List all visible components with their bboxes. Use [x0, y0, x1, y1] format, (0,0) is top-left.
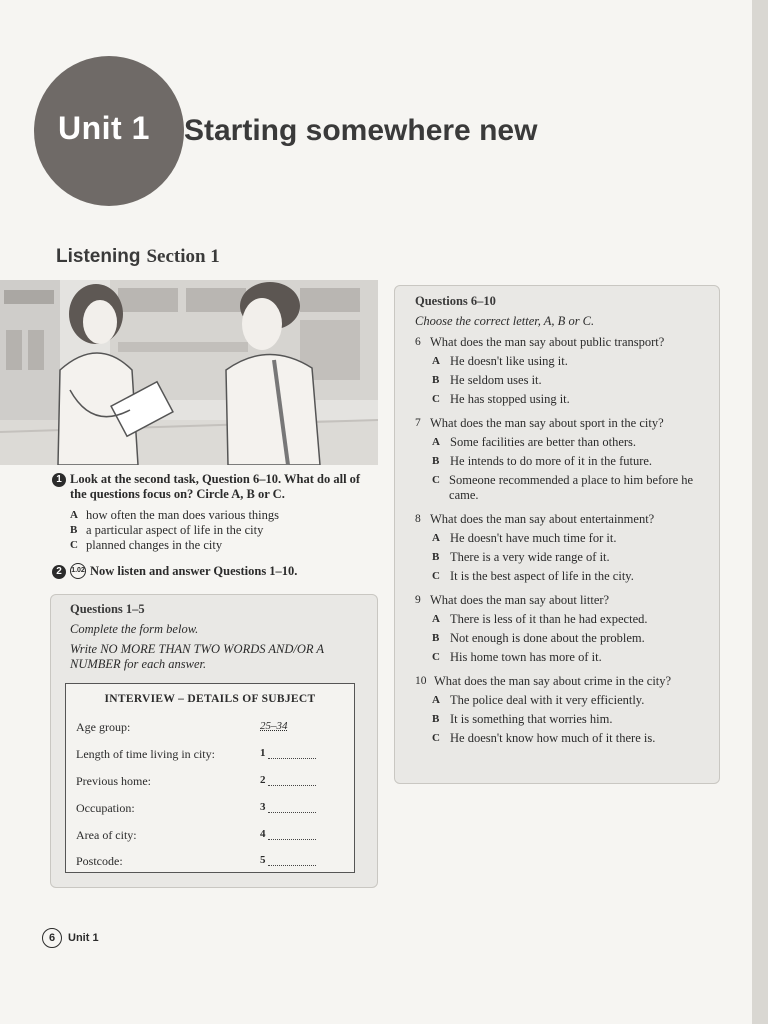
question-number: 6 [415, 336, 421, 348]
option-letter: B [432, 632, 440, 644]
option-letter: C [432, 651, 440, 663]
step-1 [52, 472, 374, 502]
option-text: Some facilities are better than others. [450, 435, 637, 449]
option-text: There is less of it than he had expected. [450, 612, 648, 626]
questions-1-5-title: Questions 1–5 [70, 602, 145, 616]
option-letter: B [432, 374, 440, 386]
option-letter: A [432, 694, 440, 706]
option-text: Not enough is done about the problem. [450, 631, 645, 645]
option-text: He doesn't know how much of it there is. [450, 731, 656, 745]
illustration-people-talking [0, 280, 378, 465]
question-text: What does the man say about entertainment? [430, 512, 655, 526]
option-text: Someone recommended a place to him before he came. [449, 473, 694, 502]
form-row-occupation [76, 801, 346, 816]
word-limit-emph: NO MORE THAN TWO WORDS AND/OR A NUMBER [70, 642, 324, 671]
option-letter: C [432, 732, 440, 744]
step-2-text: Now listen and answer Questions 1–10. [90, 563, 298, 578]
option-text: It is something that worries him. [450, 712, 613, 726]
answer-option[interactable] [432, 631, 711, 646]
answer-option[interactable] [432, 435, 711, 450]
option-text: He doesn't have much time for it. [450, 531, 617, 545]
option-letter: A [70, 509, 78, 521]
answer-option[interactable] [432, 650, 711, 665]
exercise-instructions [52, 472, 374, 579]
form-row-postcode [76, 854, 346, 869]
option-text: He has stopped using it. [450, 392, 570, 406]
page-footer [42, 928, 99, 948]
form-label: Area of city: [76, 828, 137, 842]
answer-option[interactable] [432, 454, 711, 469]
answer-blank[interactable] [268, 747, 316, 759]
step-2-number-badge: 2 [52, 565, 66, 579]
form-title: INTERVIEW – DETAILS OF SUBJECT [104, 693, 316, 705]
question-number: 9 [415, 594, 421, 606]
unit-label: Unit 1 [58, 110, 150, 146]
question-6 [415, 335, 711, 407]
illustration-svg [0, 280, 378, 465]
answer-option[interactable] [432, 354, 711, 369]
question-number: 7 [415, 417, 421, 429]
answer-option[interactable] [432, 612, 711, 627]
question-number: 10 [415, 675, 427, 687]
answer-option[interactable] [432, 473, 711, 503]
questions-1-5-box [50, 594, 378, 888]
question-9 [415, 593, 711, 665]
form-label: Age group: [76, 720, 131, 734]
answer-option[interactable] [432, 712, 711, 727]
question-text: What does the man say about crime in the city? [434, 674, 672, 688]
questions-6-10-instruction: Choose the correct letter, A, B or C. [415, 314, 595, 328]
questions-6-10-title: Questions 6–10 [415, 294, 496, 308]
option-a [70, 508, 374, 523]
form-question-number: 3 [260, 801, 266, 813]
question-8 [415, 512, 711, 584]
question-text: What does the man say about public transport? [430, 335, 665, 349]
answer-option[interactable] [432, 392, 711, 407]
answer-option[interactable] [432, 531, 711, 546]
section-heading [56, 246, 220, 268]
option-letter: B [432, 551, 440, 563]
word-limit-pre: Write [70, 642, 101, 656]
option-text: a particular aspect of life in the city [86, 523, 264, 537]
step-1-number-badge: 1 [52, 473, 66, 487]
option-letter: B [70, 524, 78, 536]
questions-1-5-instruction: Complete the form below. [70, 622, 199, 636]
questions-6-10-box [394, 285, 720, 784]
question-text: What does the man say about litter? [430, 593, 610, 607]
answer-option[interactable] [432, 550, 711, 565]
footer-unit-label: Unit 1 [68, 932, 99, 944]
answer-blank[interactable] [268, 801, 316, 813]
option-text: The police deal with it very efficiently. [450, 693, 645, 707]
form-label: Occupation: [76, 801, 135, 815]
form-label: Postcode: [76, 854, 123, 868]
option-letter: B [432, 713, 440, 725]
question-text: What does the man say about sport in the city? [430, 416, 664, 430]
answer-option[interactable] [432, 693, 711, 708]
option-text: He doesn't like using it. [450, 354, 568, 368]
question-7 [415, 416, 711, 503]
page-number: 6 [42, 928, 62, 948]
form-row-length-of-time [76, 747, 346, 762]
form-example-answer: 25–34 [260, 720, 288, 732]
form-label: Previous home: [76, 774, 151, 788]
option-letter: C [432, 474, 440, 486]
option-letter: C [432, 393, 440, 405]
answer-option[interactable] [432, 731, 711, 746]
answer-blank[interactable] [268, 774, 316, 786]
option-text: He intends to do more of it in the future. [450, 454, 653, 468]
option-text: It is the best aspect of life in the city. [450, 569, 634, 583]
option-letter: A [432, 532, 440, 544]
questions-1-5-word-limit [70, 642, 362, 672]
option-text: There is a very wide range of it. [450, 550, 610, 564]
form-question-number: 1 [260, 747, 266, 759]
option-text: how often the man does various things [86, 508, 280, 522]
word-limit-post: for each answer. [120, 657, 207, 671]
form-question-number: 5 [260, 854, 266, 866]
form-row-area-of-city [76, 828, 346, 843]
option-letter: B [432, 455, 440, 467]
audio-track-icon: 1.02 [70, 563, 86, 579]
option-text: He seldom uses it. [450, 373, 542, 387]
option-letter: C [432, 570, 440, 582]
option-text: planned changes in the city [86, 538, 223, 552]
step-1-options [70, 508, 374, 553]
form-row-previous-home [76, 774, 346, 789]
option-letter: A [432, 355, 440, 367]
question-10 [415, 674, 711, 746]
option-letter: A [432, 613, 440, 625]
interview-form [65, 683, 355, 873]
section-heading-sub: Section 1 [146, 246, 220, 267]
answer-blank[interactable] [268, 854, 316, 866]
option-text: His home town has more of it. [450, 650, 602, 664]
answer-option[interactable] [432, 569, 711, 584]
answer-option[interactable] [432, 373, 711, 388]
form-question-number: 2 [260, 774, 266, 786]
answer-blank[interactable] [268, 828, 316, 840]
step-1-text: Look at the second task, Question 6–10. What do all of the questions focus on? Circle A, B or C. [70, 472, 361, 501]
option-c [70, 538, 374, 553]
form-row-age-group [76, 720, 346, 735]
form-label: Length of time living in city: [76, 747, 215, 761]
option-b [70, 523, 374, 538]
option-letter: A [432, 436, 440, 448]
form-question-number: 4 [260, 828, 266, 840]
step-2 [52, 563, 374, 579]
page-title: Starting somewhere new [184, 114, 538, 147]
page-edge [752, 0, 768, 1024]
section-heading-main: Listening [56, 246, 141, 267]
option-letter: C [70, 539, 78, 551]
question-number: 8 [415, 513, 421, 525]
